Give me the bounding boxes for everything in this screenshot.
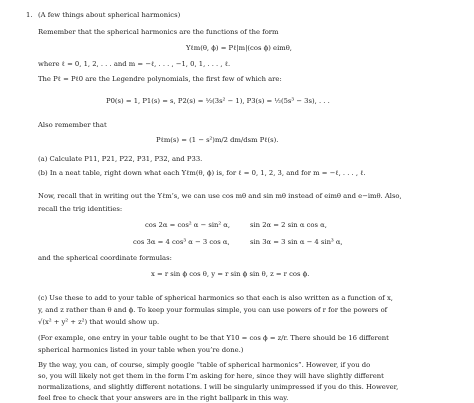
part-b: (b) In a neat table, right down what each Yℓm(θ, ϕ) is, for ℓ = 0, 1, 2, 3, and for m = −ℓ, . . . , ℓ.	[38, 169, 366, 177]
trig-identity-cos2: cos 2α = cos² α − sin² α,	[145, 221, 231, 229]
recall-line-2: recall the trig identities:	[38, 205, 123, 213]
part-c-line-2: y, and z rather than θ and ϕ. To keep your formulas simple, you can use powers of r for the powers of	[38, 306, 388, 314]
google-line-3: normalizations, and slightly different notations. I will be singularly unimpressed if you do this. However,	[38, 383, 399, 391]
recall-line-1: Now, recall that in writing out the Yℓm’s, we can use cos mθ and sin mθ instead of eimθ and e−imθ. Also,	[38, 192, 402, 200]
google-line-4: feel free to check that your answers are in the right ballpark in this way.	[38, 394, 289, 402]
part-c-line-1: (c) Use these to add to your table of spherical harmonics so that each is also written as a function of x,	[38, 294, 393, 302]
trig-identity-sin2: sin 2α = 2 sin α cos α,	[250, 221, 327, 229]
google-line-1: By the way, you can, of course, simply google “table of spherical harmonics”. However, if you do	[38, 361, 371, 369]
intro-text: Remember that the spherical harmonics are the functions of the form	[38, 28, 279, 36]
part-a: (a) Calculate P11, P21, P22, P31, P32, and P33.	[38, 155, 203, 163]
problem-title: (A few things about spherical harmonics)	[38, 11, 181, 19]
example-line-1: (For example, one entry in your table ought to be that Y10 = cos ϕ = z/r. There should be 16 different	[38, 334, 389, 342]
part-c-line-3: √(x² + y² + z²) that would show up.	[38, 318, 160, 326]
where-text: where ℓ = 0, 1, 2, . . . and m = −ℓ, . . . , −1, 0, 1, . . . , ℓ.	[38, 60, 231, 68]
equation-associated-legendre: Pℓm(s) = (1 − s²)m/2 dm/dsm Pℓ(s).	[156, 136, 279, 144]
problem-number: 1.	[26, 11, 33, 19]
spherical-coords-intro: and the spherical coordinate formulas:	[38, 254, 172, 262]
example-line-2: spherical harmonics listed in your table when you’re done.)	[38, 346, 244, 354]
equation-spherical-coordinates: x = r sin ϕ cos θ, y = r sin ϕ sin θ, z = r cos ϕ.	[151, 270, 310, 278]
trig-identity-sin3: sin 3α = 3 sin α − 4 sin³ α,	[250, 238, 343, 246]
equation-legendre-polynomials: P0(s) = 1, P1(s) = s, P2(s) = ½(3s² − 1), P3(s) = ½(5s³ − 3s), . . .	[106, 97, 330, 105]
equation-spherical-harmonic: Yℓm(θ, ϕ) = Pℓ|m|(cos ϕ) eimθ,	[186, 44, 292, 52]
also-remember-text: Also remember that	[38, 121, 107, 129]
trig-identity-cos3: cos 3α = 4 cos³ α − 3 cos α,	[133, 238, 230, 246]
google-line-2: so, you will likely not get them in the form I’m asking for here, since they will have slightly different	[38, 372, 384, 380]
legendre-intro: The Pℓ = Pℓ0 are the Legendre polynomials, the first few of which are:	[38, 75, 282, 83]
